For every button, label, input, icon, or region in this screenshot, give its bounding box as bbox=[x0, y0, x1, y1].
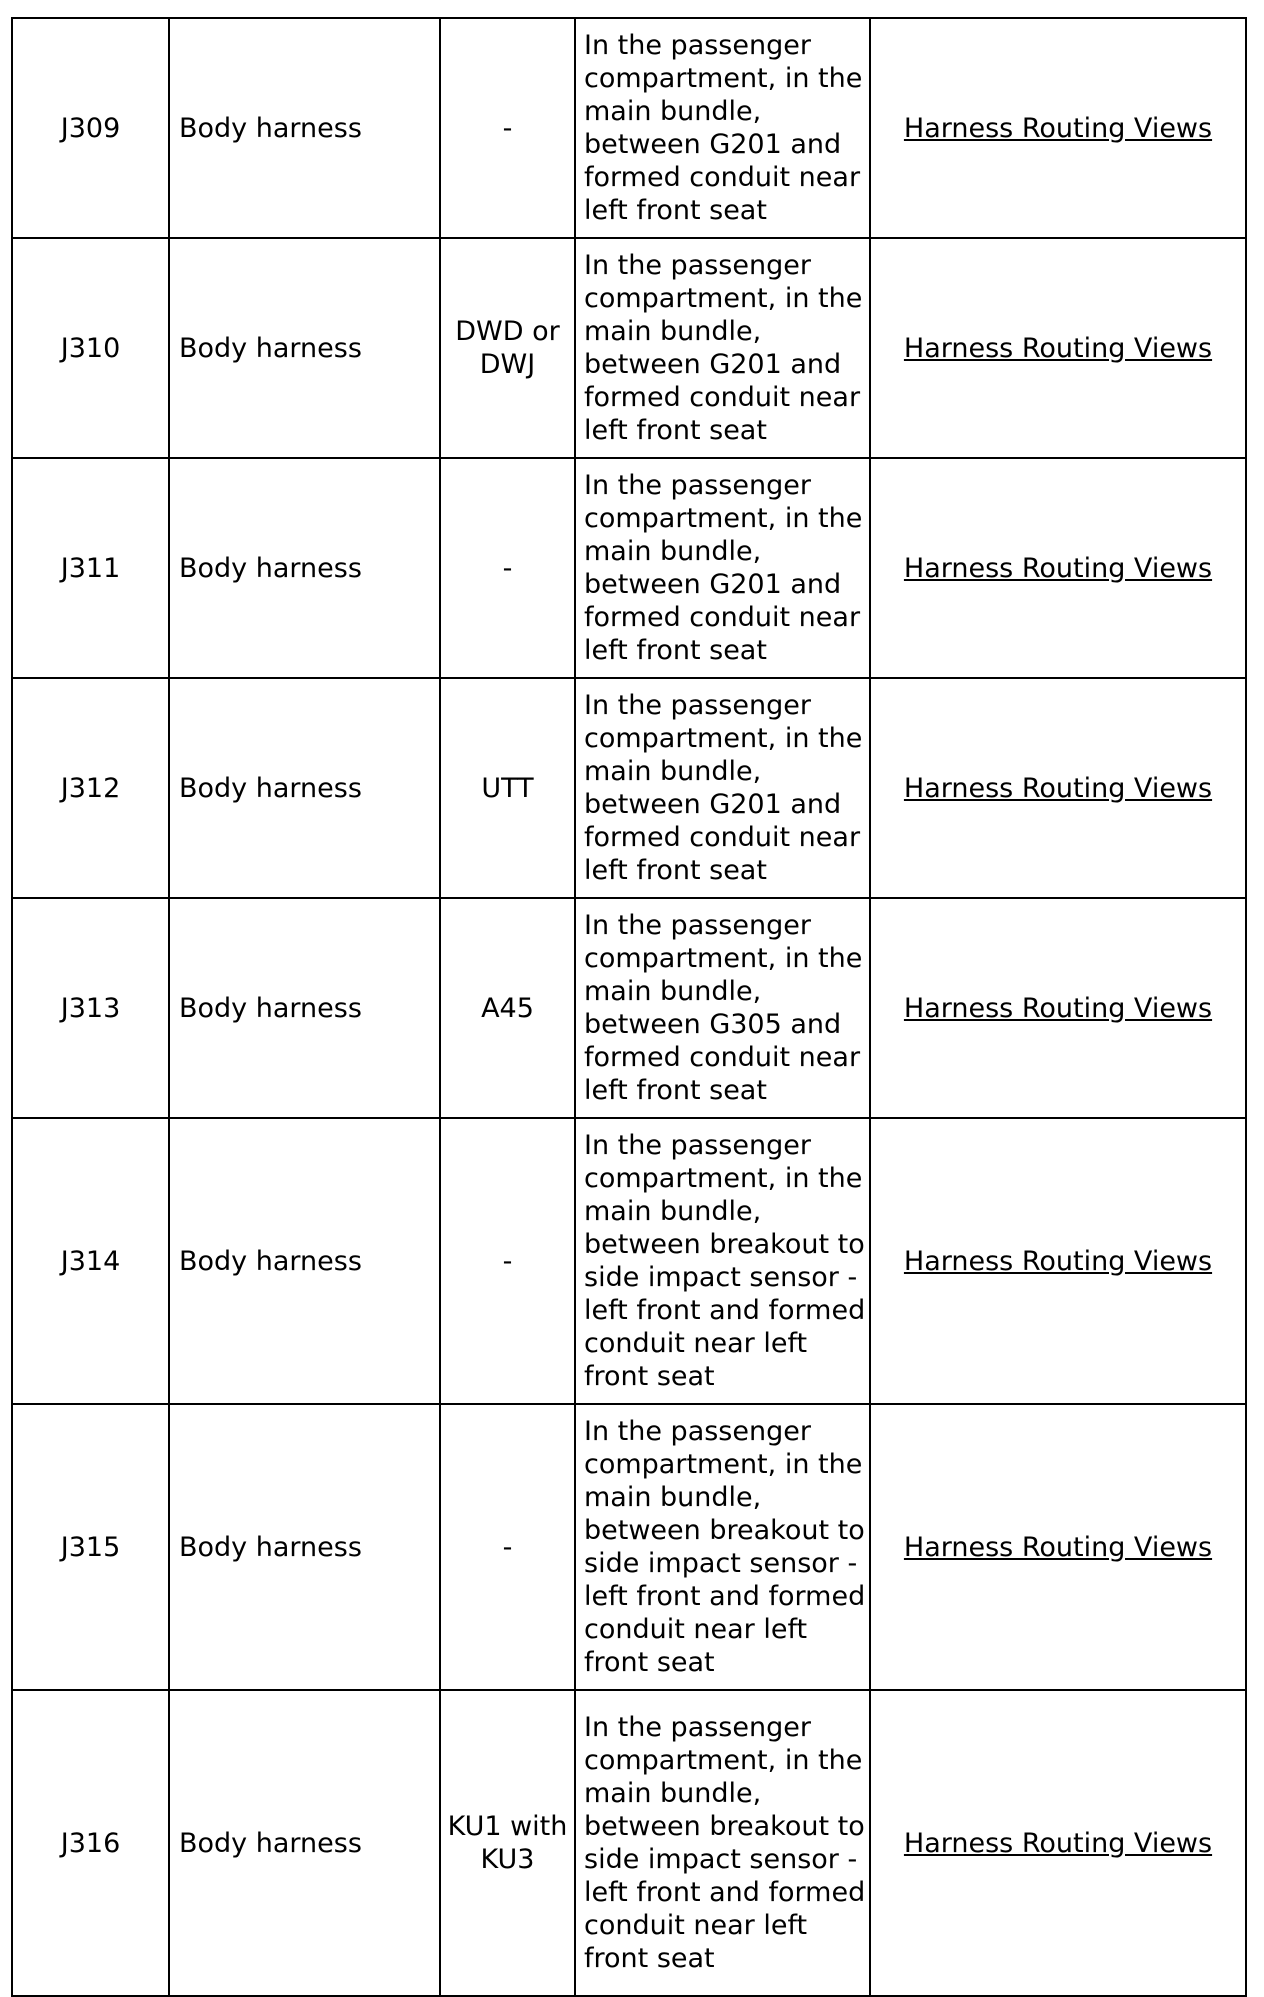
link-cell bbox=[870, 238, 1246, 458]
location-cell: In the passenger compartment, in the main bundle, between G201 and formed conduit near left front seat bbox=[575, 238, 870, 458]
connector-id-cell: J309 bbox=[12, 18, 169, 238]
link-cell bbox=[870, 1404, 1246, 1690]
location-cell: In the passenger compartment, in the main bundle, between G201 and formed conduit near left front seat bbox=[575, 678, 870, 898]
link-cell bbox=[870, 18, 1246, 238]
connector-id-cell: J311 bbox=[12, 458, 169, 678]
connector-table-body bbox=[12, 18, 1246, 1996]
option-code-cell: A45 bbox=[440, 898, 575, 1118]
option-code-cell: - bbox=[440, 458, 575, 678]
harness-routing-views-link[interactable]: Harness Routing Views bbox=[903, 1531, 1213, 1563]
harness-cell: Body harness bbox=[169, 898, 440, 1118]
table-row bbox=[12, 458, 1246, 678]
link-cell bbox=[870, 898, 1246, 1118]
location-cell: In the passenger compartment, in the main bundle, between breakout to side impact sensor - left front and formed conduit near left front seat bbox=[575, 1690, 870, 1996]
harness-cell: Body harness bbox=[169, 1118, 440, 1404]
link-cell bbox=[870, 678, 1246, 898]
connector-id-cell: J314 bbox=[12, 1118, 169, 1404]
connector-id-cell: J310 bbox=[12, 238, 169, 458]
option-code-cell: DWD or DWJ bbox=[440, 238, 575, 458]
table-row bbox=[12, 1690, 1246, 1996]
harness-cell: Body harness bbox=[169, 678, 440, 898]
harness-routing-views-link[interactable]: Harness Routing Views bbox=[903, 332, 1213, 364]
option-code-cell: - bbox=[440, 1118, 575, 1404]
table-row bbox=[12, 238, 1246, 458]
harness-cell: Body harness bbox=[169, 18, 440, 238]
location-cell: In the passenger compartment, in the main bundle, between G201 and formed conduit near left front seat bbox=[575, 18, 870, 238]
option-code-cell: - bbox=[440, 18, 575, 238]
link-cell bbox=[870, 1690, 1246, 1996]
harness-cell: Body harness bbox=[169, 458, 440, 678]
table-row bbox=[12, 898, 1246, 1118]
harness-cell: Body harness bbox=[169, 238, 440, 458]
connector-id-cell: J313 bbox=[12, 898, 169, 1118]
harness-cell: Body harness bbox=[169, 1404, 440, 1690]
option-code-cell: - bbox=[440, 1404, 575, 1690]
option-code-cell: UTT bbox=[440, 678, 575, 898]
location-cell: In the passenger compartment, in the main bundle, between breakout to side impact sensor - left front and formed conduit near left front seat bbox=[575, 1118, 870, 1404]
location-cell: In the passenger compartment, in the main bundle, between G305 and formed conduit near left front seat bbox=[575, 898, 870, 1118]
harness-routing-views-link[interactable]: Harness Routing Views bbox=[903, 112, 1213, 144]
table-row bbox=[12, 1118, 1246, 1404]
table-row bbox=[12, 1404, 1246, 1690]
connector-id-cell: J316 bbox=[12, 1690, 169, 1996]
option-code-cell: KU1 with KU3 bbox=[440, 1690, 575, 1996]
harness-routing-views-link[interactable]: Harness Routing Views bbox=[903, 772, 1213, 804]
harness-routing-views-link[interactable]: Harness Routing Views bbox=[903, 992, 1213, 1024]
harness-routing-views-link[interactable]: Harness Routing Views bbox=[903, 1827, 1213, 1859]
link-cell bbox=[870, 1118, 1246, 1404]
connector-id-cell: J312 bbox=[12, 678, 169, 898]
harness-cell: Body harness bbox=[169, 1690, 440, 1996]
harness-routing-views-link[interactable]: Harness Routing Views bbox=[903, 552, 1213, 584]
connector-id-cell: J315 bbox=[12, 1404, 169, 1690]
table-row bbox=[12, 678, 1246, 898]
connector-table bbox=[11, 17, 1247, 1997]
location-cell: In the passenger compartment, in the main bundle, between breakout to side impact sensor - left front and formed conduit near left front seat bbox=[575, 1404, 870, 1690]
location-cell: In the passenger compartment, in the main bundle, between G201 and formed conduit near left front seat bbox=[575, 458, 870, 678]
link-cell bbox=[870, 458, 1246, 678]
harness-routing-views-link[interactable]: Harness Routing Views bbox=[903, 1245, 1213, 1277]
table-row bbox=[12, 18, 1246, 238]
